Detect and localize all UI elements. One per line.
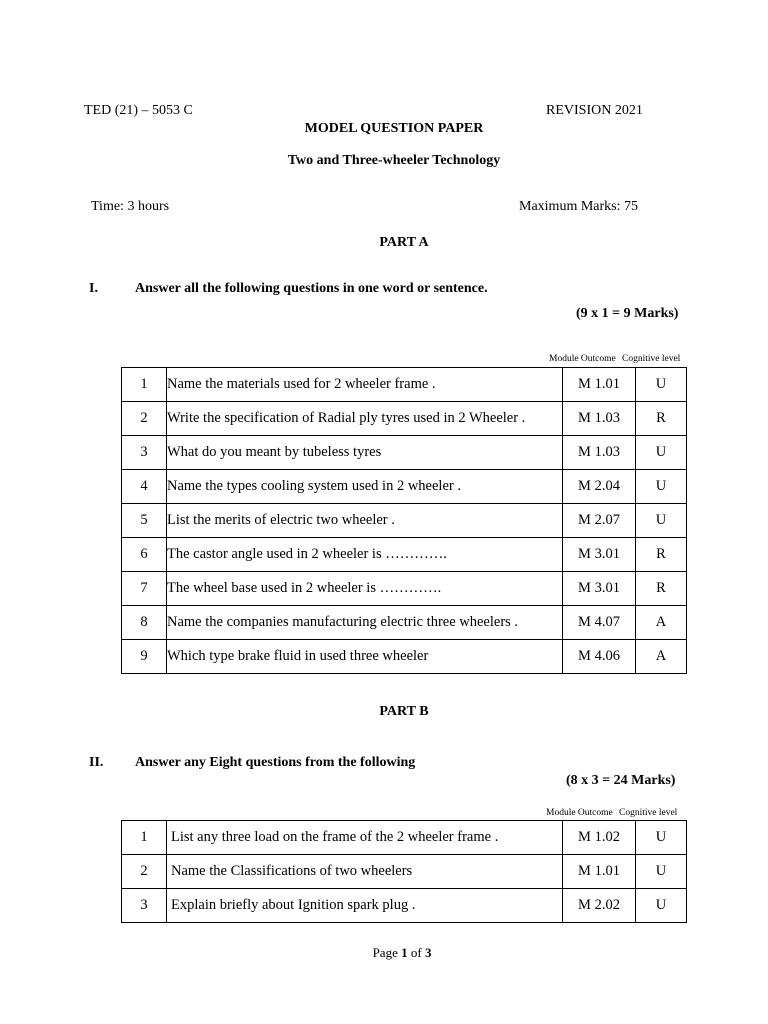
- module-outcome: M 2.04: [563, 470, 636, 504]
- question-text: The castor angle used in 2 wheeler is ………….: [167, 538, 563, 572]
- question-text: Name the Classifications of two wheelers: [167, 855, 563, 889]
- part-b-cognitive-level-header: Cognitive level: [619, 808, 678, 818]
- table-row: [122, 640, 687, 674]
- table-row: [122, 572, 687, 606]
- question-number: 2: [122, 402, 167, 436]
- part-a-section-number: I.: [89, 281, 98, 296]
- module-outcome: M 4.07: [563, 606, 636, 640]
- part-a-module-outcome-header: Module Outcome: [549, 354, 616, 364]
- cognitive-level: U: [636, 368, 687, 402]
- page-total: 3: [424, 945, 432, 960]
- cognitive-level: U: [636, 504, 687, 538]
- cognitive-level: U: [636, 436, 687, 470]
- cognitive-level: U: [636, 855, 687, 889]
- part-b-question-table: [121, 820, 687, 923]
- cognitive-level: A: [636, 606, 687, 640]
- table-row: [122, 470, 687, 504]
- table-row: [122, 606, 687, 640]
- cognitive-level: A: [636, 640, 687, 674]
- question-text: Write the specification of Radial ply tyres used in 2 Wheeler .: [167, 402, 563, 436]
- part-b-marks: (8 x 3 = 24 Marks): [566, 773, 676, 788]
- cognitive-level: U: [636, 889, 687, 923]
- question-text: Name the types cooling system used in 2 wheeler .: [167, 470, 563, 504]
- question-number: 5: [122, 504, 167, 538]
- question-text: Which type brake fluid in used three wheeler: [167, 640, 563, 674]
- part-a-marks: (9 x 1 = 9 Marks): [576, 306, 679, 321]
- maximum-marks: Maximum Marks: 75: [519, 199, 638, 214]
- part-a-question-table: [121, 367, 687, 674]
- cognitive-level: R: [636, 402, 687, 436]
- revision: REVISION 2021: [546, 103, 643, 118]
- paper-code: TED (21) – 5053 C: [84, 103, 193, 118]
- cognitive-level: U: [636, 470, 687, 504]
- part-b-section-number: II.: [89, 755, 104, 770]
- part-b-module-outcome-header: Module Outcome: [546, 808, 613, 818]
- table-row: [122, 855, 687, 889]
- module-outcome: M 1.02: [563, 821, 636, 855]
- question-number: 4: [122, 470, 167, 504]
- module-outcome: M 1.01: [563, 855, 636, 889]
- part-a-cognitive-level-header: Cognitive level: [622, 354, 681, 364]
- table-row: [122, 436, 687, 470]
- question-text: List the merits of electric two wheeler .: [167, 504, 563, 538]
- table-row: [122, 889, 687, 923]
- part-a-instruction: Answer all the following questions in one word or sentence.: [135, 281, 488, 296]
- question-number: 1: [122, 368, 167, 402]
- time-allowed: Time: 3 hours: [91, 199, 170, 214]
- module-outcome: M 2.07: [563, 504, 636, 538]
- question-number: 2: [122, 855, 167, 889]
- module-outcome: M 1.03: [563, 402, 636, 436]
- part-b-instruction: Answer any Eight questions from the following: [135, 755, 416, 770]
- module-outcome: M 1.01: [563, 368, 636, 402]
- part-a-heading: PART A: [379, 235, 429, 250]
- part-b-heading: PART B: [379, 704, 429, 719]
- question-text: What do you meant by tubeless tyres: [167, 436, 563, 470]
- module-outcome: M 4.06: [563, 640, 636, 674]
- question-text: Name the materials used for 2 wheeler frame .: [167, 368, 563, 402]
- table-row: [122, 538, 687, 572]
- question-number: 7: [122, 572, 167, 606]
- cognitive-level: U: [636, 821, 687, 855]
- question-text: Name the companies manufacturing electric three wheelers .: [167, 606, 563, 640]
- module-outcome: M 2.02: [563, 889, 636, 923]
- module-outcome: M 3.01: [563, 538, 636, 572]
- question-number: 1: [122, 821, 167, 855]
- question-number: 3: [122, 436, 167, 470]
- page-title: MODEL QUESTION PAPER: [304, 121, 484, 136]
- question-text: List any three load on the frame of the 2 wheeler frame .: [167, 821, 563, 855]
- module-outcome: M 1.03: [563, 436, 636, 470]
- table-row: [122, 402, 687, 436]
- subject-title: Two and Three-wheeler Technology: [287, 153, 501, 168]
- question-text: Explain briefly about Ignition spark plug .: [167, 889, 563, 923]
- table-row: [122, 821, 687, 855]
- question-number: 8: [122, 606, 167, 640]
- table-row: [122, 504, 687, 538]
- question-text: The wheel base used in 2 wheeler is ………….: [167, 572, 563, 606]
- table-row: [122, 368, 687, 402]
- page-number-footer: [0, 945, 768, 961]
- question-number: 6: [122, 538, 167, 572]
- page-prefix: Page: [372, 945, 402, 960]
- question-number: 3: [122, 889, 167, 923]
- page-mid: of: [407, 945, 425, 960]
- page-current: 1: [401, 945, 408, 960]
- question-number: 9: [122, 640, 167, 674]
- cognitive-level: R: [636, 538, 687, 572]
- cognitive-level: R: [636, 572, 687, 606]
- module-outcome: M 3.01: [563, 572, 636, 606]
